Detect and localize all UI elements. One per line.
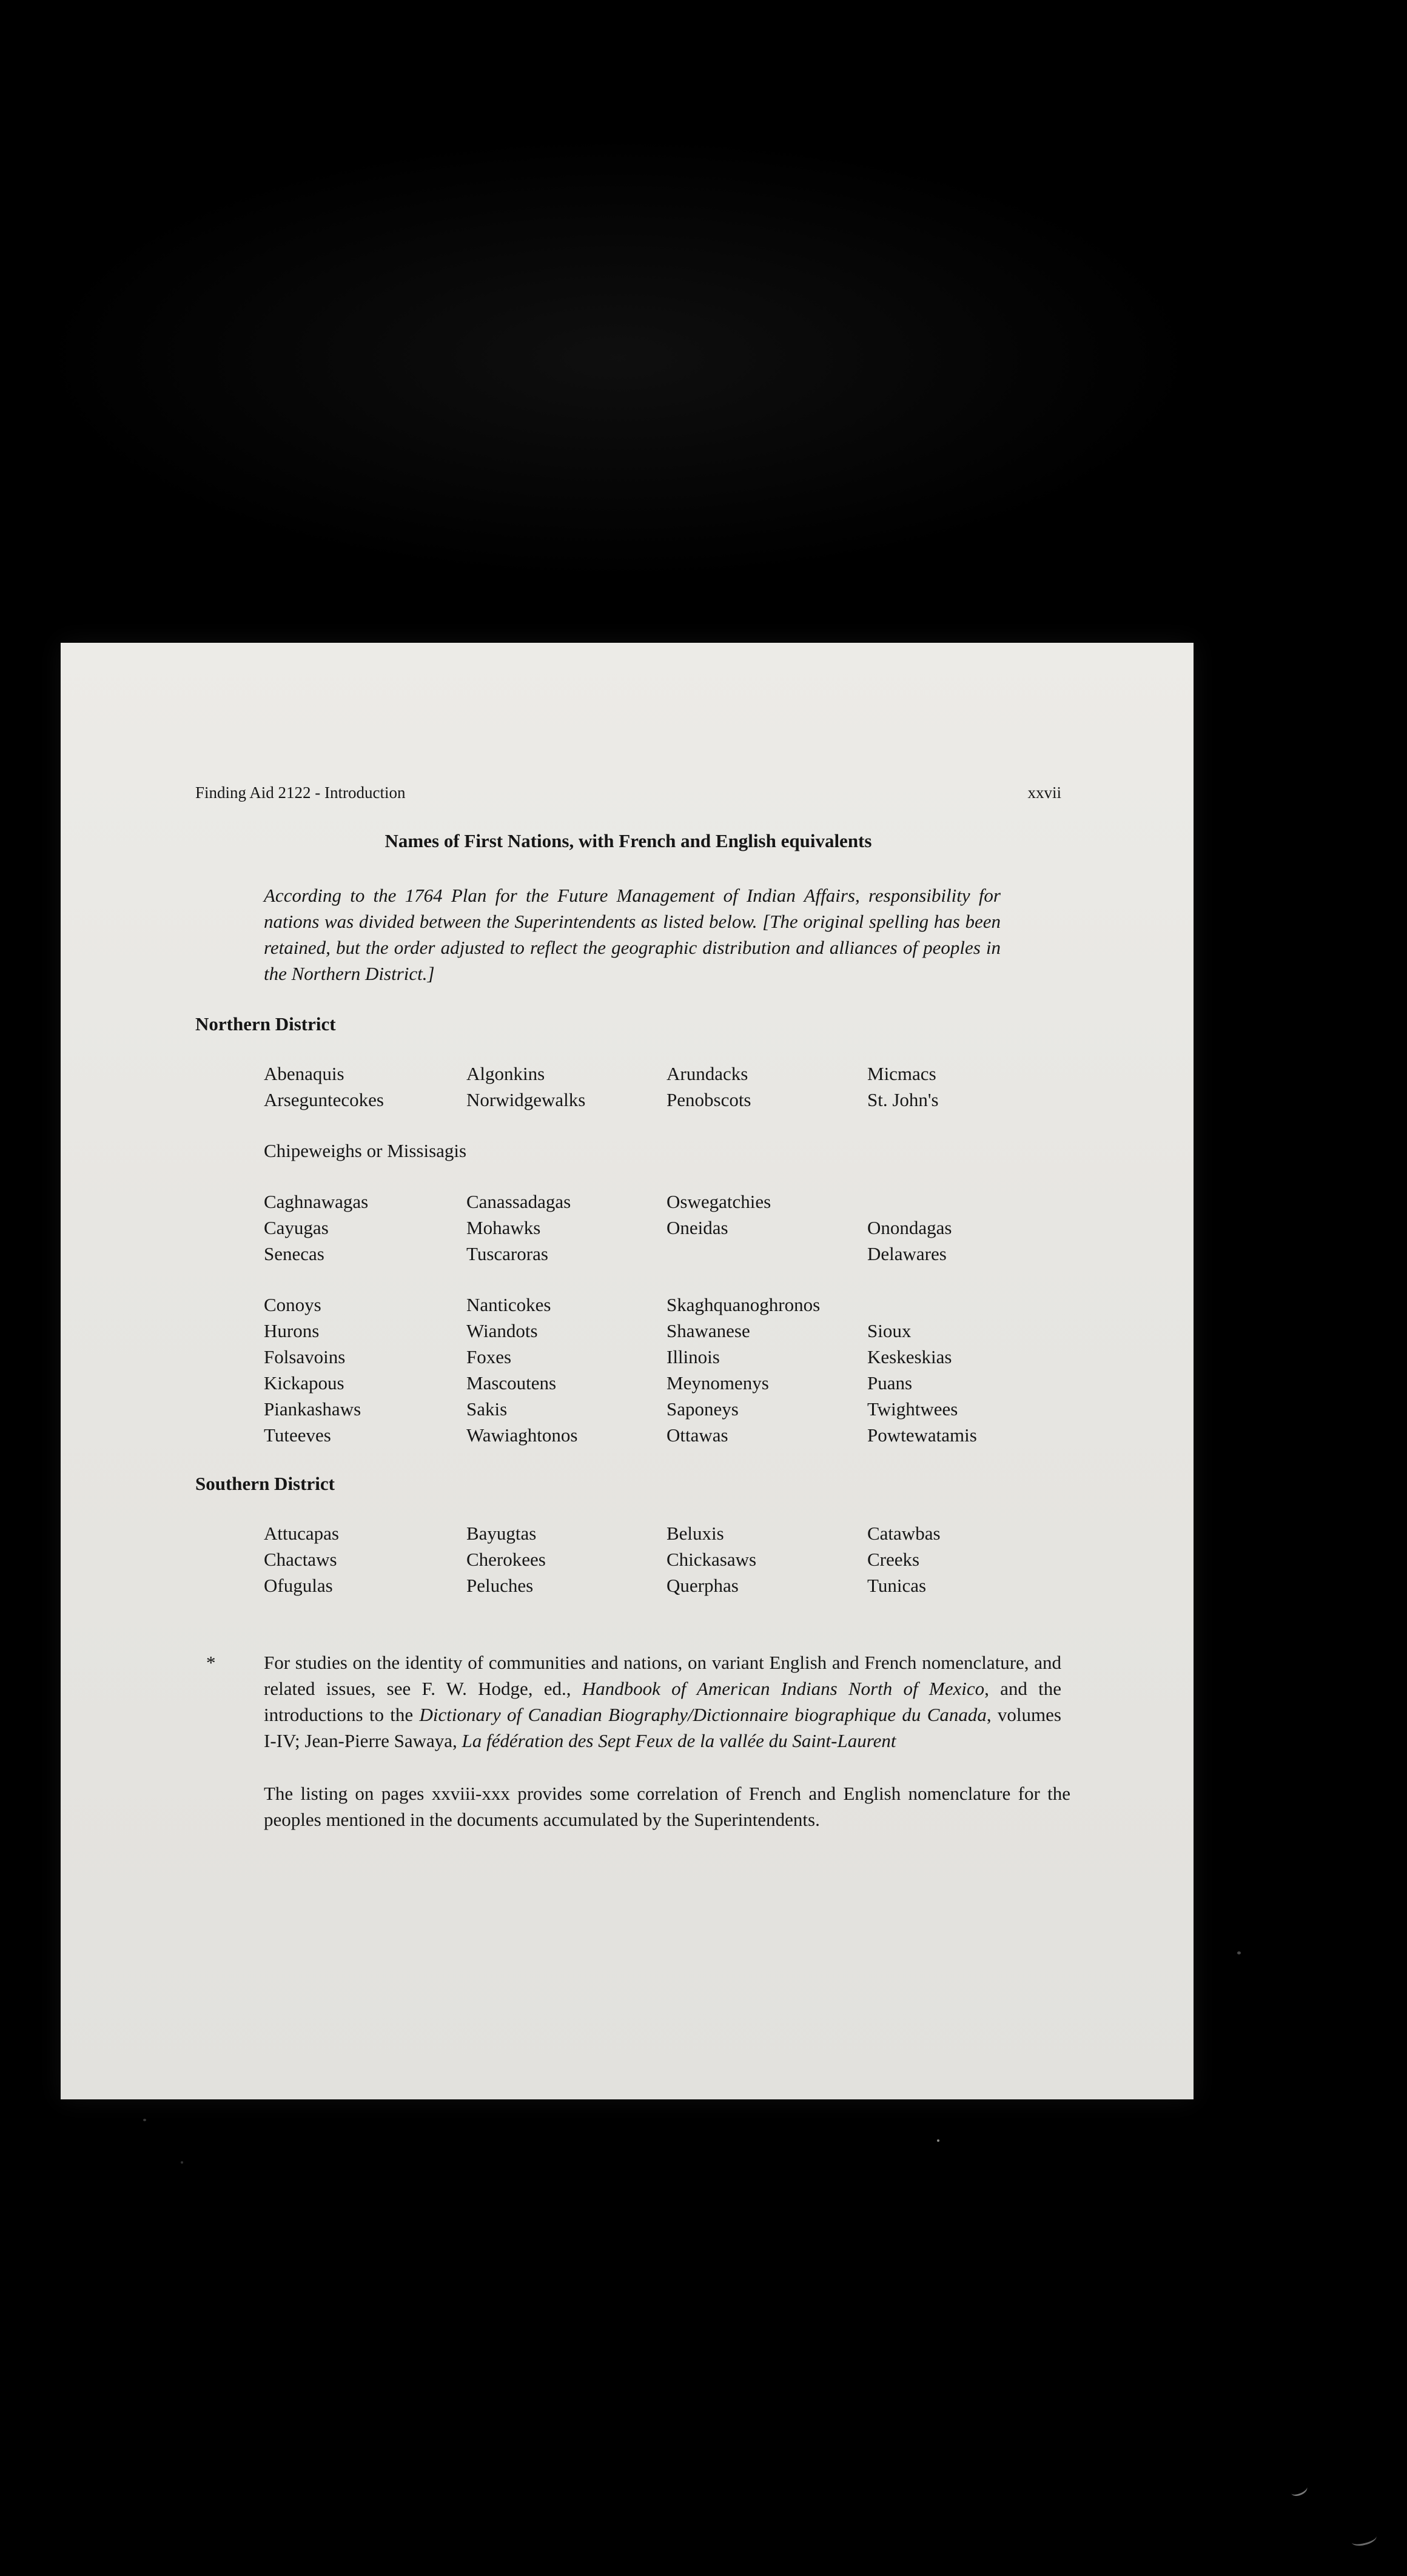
nation-cell: Kickapous <box>264 1372 344 1394</box>
nation-cell: Cayugas <box>264 1217 329 1238</box>
nation-cell: Attucapas <box>264 1523 339 1544</box>
nation-cell: Canassadagas <box>466 1191 571 1212</box>
nation-cell: Ofugulas <box>264 1575 333 1596</box>
nation-cell: Onondagas <box>867 1217 952 1238</box>
footnote-text <box>264 1649 1061 1754</box>
nation-cell: Powtewatamis <box>867 1424 977 1446</box>
nation-cell: Querphas <box>667 1575 739 1596</box>
nation-cell: Puans <box>867 1372 913 1394</box>
nation-cell: Chickasaws <box>667 1549 757 1570</box>
footnote-segment: For studies on the identity of communities and nations, on variant English and French nomenclature, and related issues, see F. W. Hodge, ed., <box>264 1652 1061 1699</box>
footnote-segment-italic: La fédération des Sept Feux de la vallée du Saint-Laurent <box>462 1730 896 1751</box>
nation-cell: Bayugtas <box>466 1523 537 1544</box>
nation-cell: Sioux <box>867 1320 912 1341</box>
nation-cell: Peluches <box>466 1575 534 1596</box>
dust-speck <box>143 2119 146 2121</box>
nation-cell: Keskeskias <box>867 1346 952 1367</box>
nation-cell <box>867 1189 1061 1215</box>
nation-cell: Meynomenys <box>667 1372 769 1394</box>
nation-cell: Shawanese <box>667 1320 750 1341</box>
nation-cell: Folsavoins <box>264 1346 346 1367</box>
page-number: xxvii <box>1027 783 1061 802</box>
southern-district-heading: Southern District <box>195 1473 335 1494</box>
nation-cell: Micmacs <box>867 1063 936 1084</box>
nation-cell <box>667 1241 867 1267</box>
nation-cell: Skaghquanoghronos <box>667 1294 821 1315</box>
nation-cell: Cherokees <box>466 1549 546 1570</box>
footnote-segment: , and the introductions to the <box>264 1678 1062 1725</box>
nation-cell: St. John's <box>867 1089 939 1110</box>
nation-cell: Tuteeves <box>264 1424 331 1446</box>
dust-speck <box>181 2161 183 2164</box>
scanner-glare <box>49 139 1189 576</box>
dust-speck <box>937 2139 939 2142</box>
nation-cell: Caghnawagas <box>264 1191 369 1212</box>
footnote-marker: * <box>206 1652 216 1673</box>
northern-table-group-2 <box>264 1189 1061 1267</box>
nation-cell: Piankashaws <box>264 1398 361 1420</box>
page-header <box>195 783 1061 802</box>
page-title: Names of First Nations, with French and English equivalents <box>384 830 872 851</box>
nation-cell: Illinois <box>667 1346 720 1367</box>
nation-cell: Algonkins <box>466 1063 545 1084</box>
nation-cell: Senecas <box>264 1243 324 1264</box>
nation-cell: Abenaquis <box>264 1063 344 1084</box>
scan-artifact <box>1350 2531 1377 2548</box>
nation-cell: Wiandots <box>466 1320 538 1341</box>
nation-cell: Saponeys <box>667 1398 739 1420</box>
scan-artifact <box>1289 2482 1309 2498</box>
footnote-segment-italic: Dictionary of Canadian Biography/Dictionnaire biographique du Canada <box>419 1704 987 1725</box>
nation-cell: Tunicas <box>867 1575 927 1596</box>
nation-cell: Oneidas <box>667 1217 728 1238</box>
nation-cell: Catawbas <box>867 1523 941 1544</box>
nation-cell: Delawares <box>867 1243 947 1264</box>
intro-paragraph: According to the 1764 Plan for the Future Management of Indian Affairs, responsibility for nations was divided between the Superintendents as listed below. [The original spelling has been retained, but the order adjusted to reflect the geographic distribution and alliances of peoples in the Northern District.] <box>264 885 1001 984</box>
nation-cell: Arundacks <box>667 1063 748 1084</box>
footnote <box>195 1649 1061 1754</box>
nation-cell: Mohawks <box>466 1217 541 1238</box>
footnote-segment-italic: Handbook of American Indians North of Mexico <box>582 1678 985 1699</box>
northern-table-group-3 <box>264 1292 1061 1448</box>
closing-paragraph: The listing on pages xxviii-xxx provides some correlation of French and English nomenclature for the peoples mentioned in the documents accumulated by the Superintendents. <box>264 1783 1070 1830</box>
nation-cell: Tuscaroras <box>466 1243 548 1264</box>
nation-cell: Foxes <box>466 1346 512 1367</box>
nation-cell: Nanticokes <box>466 1294 551 1315</box>
nation-cell: Hurons <box>264 1320 320 1341</box>
nation-cell: Arseguntecokes <box>264 1089 384 1110</box>
nation-cell: Mascoutens <box>466 1372 557 1394</box>
nation-cell: Twightwees <box>867 1398 958 1420</box>
nation-cell: Oswegatchies <box>667 1191 771 1212</box>
document-page <box>61 643 1194 2099</box>
southern-table <box>264 1520 1061 1598</box>
running-title: Finding Aid 2122 - Introduction <box>195 783 406 802</box>
nation-cell: Norwidgewalks <box>466 1089 586 1110</box>
nation-cell: Conoys <box>264 1294 321 1315</box>
northern-district-heading: Northern District <box>195 1013 336 1035</box>
footnote-segment: , volumes I-IV; Jean-Pierre Sawaya, <box>264 1704 1061 1751</box>
nation-cell: Beluxis <box>667 1523 724 1544</box>
nation-cell: Ottawas <box>667 1424 728 1446</box>
nation-cell: Wawiaghtonos <box>466 1424 578 1446</box>
chipeweighs-label: Chipeweighs or Missisagis <box>264 1140 467 1161</box>
nation-cell: Chactaws <box>264 1549 337 1570</box>
nation-cell: Penobscots <box>667 1089 751 1110</box>
nation-cell: Creeks <box>867 1549 920 1570</box>
dust-speck <box>1237 1951 1241 1954</box>
nation-cell <box>867 1292 1061 1318</box>
nation-cell: Sakis <box>466 1398 508 1420</box>
northern-table-group-1 <box>264 1061 1061 1113</box>
